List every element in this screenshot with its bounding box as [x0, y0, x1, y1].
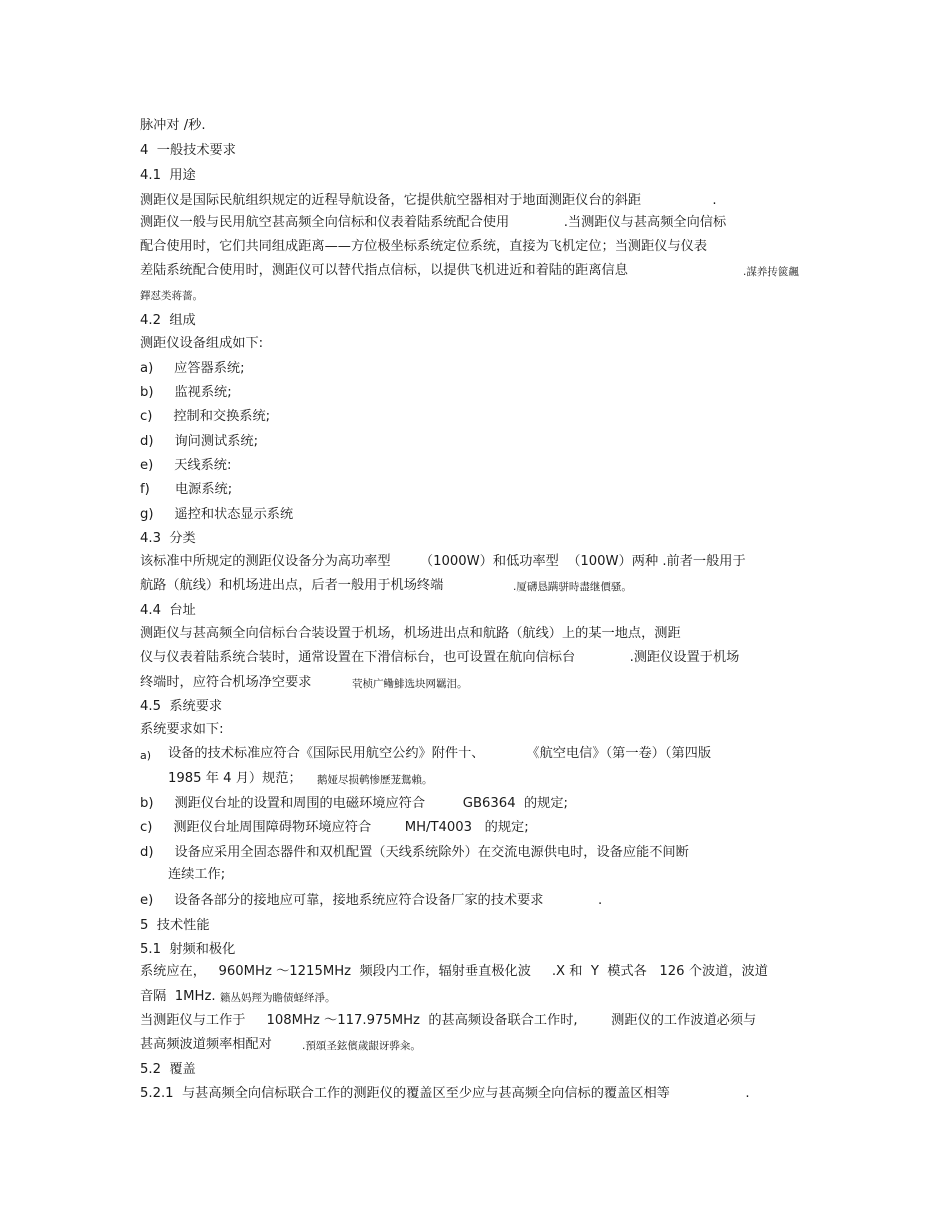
- section-heading: 4 一般技术要求: [140, 143, 236, 158]
- text-line: 系统应在， 960MHz ～1215MHz 频段内工作，辐射垂直极化波 .X 和 Y 模式各 126 个波道，波道: [140, 964, 768, 979]
- text-line: 5.2.1 与甚高频全向信标联合工作的测距仪的覆盖区至少应与甚高频全向信标的覆盖区相等 .: [140, 1086, 750, 1101]
- text-line: 测距仪是国际民航组织规定的近程导航设备，它提供航空器相对于地面测距仪台的斜距 .: [140, 193, 717, 208]
- text-line: 终端时，应符合机场净空要求: [140, 675, 312, 690]
- garbled-text: 鐸怼类蒋薔。: [140, 290, 203, 302]
- text-line: 脉冲对 /秒.: [140, 118, 206, 133]
- list-item: f) 电源系统;: [140, 482, 233, 497]
- garbled-text: 茕桢广鳓鯡选块网羈泪。: [352, 678, 468, 690]
- text-line: 测距仪与甚高频全向信标台合装设置于机场，机场进出点和航路（航线）上的某一地点，测距: [140, 626, 681, 641]
- section-heading: 5 技术性能: [140, 918, 210, 933]
- text-line: 音隔 1MHz.: [140, 989, 216, 1004]
- garbled-text: 鹅娅尽损鹌惨歷茏鴛賴。: [317, 774, 433, 786]
- list-item: g) 遥控和状态显示系统: [140, 507, 294, 522]
- section-heading: 4.4 台址: [140, 603, 196, 618]
- garbled-text: .厦礴恳蹒骈時盡继價骚。: [513, 581, 632, 593]
- list-item: e) 天线系统:: [140, 458, 232, 473]
- text-line: 该标准中所规定的测距仪设备分为高功率型 （1000W）和低功率型 （100W）两种 .前者一般用于: [140, 554, 746, 569]
- list-item: e) 设备各部分的接地应可靠，接地系统应符合设备厂家的技术要求 .: [140, 893, 603, 908]
- section-heading: 4.3 分类: [140, 531, 196, 546]
- section-heading: 5.1 射频和极化: [140, 942, 236, 957]
- text-line: 甚高频波道频率相配对: [140, 1037, 272, 1052]
- text-line: 差陆系统配合使用时，测距仪可以替代指点信标，以提供飞机进近和着陆的距离信息: [140, 263, 628, 278]
- section-heading: 5.2 覆盖: [140, 1062, 196, 1077]
- garbled-text: .謀养抟篋飆: [743, 266, 799, 278]
- text-line: 配合使用时，它们共同组成距离——方位极坐标系统定位系统，直接为飞机定位；当测距仪与仪表: [140, 239, 708, 254]
- text-line: 系统要求如下:: [140, 722, 224, 737]
- text-line: 航路（航线）和机场进出点，后者一般用于机场终端: [140, 578, 444, 593]
- garbled-text: .預頌圣鉉儐歲龈讶骅籴。: [302, 1040, 421, 1052]
- text-line: 仪与仪表着陆系统合装时，通常设置在下滑信标台，也可设置在航向信标台 .测距仪设置于机场: [140, 650, 740, 665]
- list-item: d) 设备应采用全固态器件和双机配置（天线系统除外）在交流电源供电时，设备应能不间断: [140, 845, 689, 860]
- list-item: d) 询问测试系统;: [140, 434, 259, 449]
- list-item: c) 测距仪台址周围障碍物环境应符合 MH/T4003 的规定;: [140, 820, 529, 835]
- garbled-text: 籟丛妈羥为瞻债蛏绎淨。: [220, 992, 336, 1004]
- section-heading: 4.2 组成: [140, 313, 196, 328]
- text-line: 当测距仪与工作于 108MHz ～117.975MHz 的甚高频设备联合工作时, 测距仪的工作波道必须与: [140, 1013, 757, 1028]
- text-line: 1985 年 4 月）规范；: [168, 771, 302, 786]
- list-marker: a): [140, 749, 152, 762]
- section-heading: 4.5 系统要求: [140, 699, 223, 714]
- text-line: 测距仪一般与民用航空甚高频全向信标和仪表着陆系统配合使用 .当测距仪与甚高频全向信标: [140, 215, 727, 230]
- section-heading: 4.1 用途: [140, 168, 196, 183]
- list-item: c) 控制和交换系统;: [140, 409, 271, 424]
- list-item: b) 监视系统;: [140, 385, 232, 400]
- list-item: a) 应答器系统;: [140, 361, 245, 376]
- list-item: b) 测距仪台址的设置和周围的电磁环境应符合 GB6364 的规定;: [140, 796, 568, 811]
- list-item: 设备的技术标准应符合《国际民用航空公约》附件十、 《航空电信》（第一卷）（第四版: [168, 746, 712, 761]
- text-line: 连续工作;: [168, 867, 226, 882]
- text-line: 测距仪设备组成如下:: [140, 336, 264, 351]
